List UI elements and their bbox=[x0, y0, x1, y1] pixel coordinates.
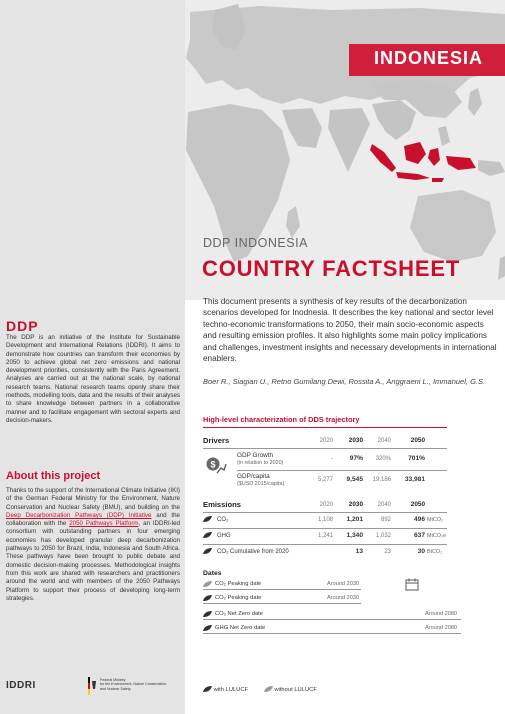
value-2020: 5,277 bbox=[317, 477, 333, 483]
year-2050: 2050 bbox=[410, 501, 425, 508]
bmu-logo bbox=[88, 676, 182, 698]
value-2050: 496 bbox=[413, 516, 425, 523]
emission-label: GHG bbox=[217, 533, 231, 539]
dds-section-title: High-level characterization of DDS trajectory bbox=[203, 415, 360, 424]
table-rule bbox=[203, 528, 447, 529]
table-row bbox=[203, 548, 447, 560]
about-ddp-text: The DDP is an initiative of the Institute for Sustainable Development and International Relations (IDDRI). It aims to demonstrate how countries can transform their economies by 2050 to achieve global net zero emissions and national development priorities, consistently with the Paris Agreement. Analyses are carried out at the national scale, by national research teams. National research teams openly share their methods, modelling tools, data and the results of their analyses to share knowledge between partners in a collaborative manner and to facilitate engagement with sectoral experts and decision-makers. bbox=[6, 334, 180, 424]
value-2020: - bbox=[331, 456, 333, 462]
table-rule bbox=[237, 470, 447, 471]
table-rule bbox=[203, 512, 447, 513]
german-flag-icon bbox=[88, 677, 97, 695]
date-label: CO₂ Net Zero date bbox=[215, 611, 263, 617]
iddri-logo: IDDRI bbox=[6, 680, 36, 691]
value-2030: 97% bbox=[349, 455, 363, 462]
table-row bbox=[203, 473, 447, 491]
about-project-title: About this project bbox=[6, 470, 101, 482]
emission-label: CO₂ bbox=[217, 517, 229, 523]
leaf-without-icon bbox=[264, 686, 273, 692]
value-2030: 9,545 bbox=[346, 476, 363, 483]
bmu-line: and Nuclear Safety bbox=[100, 686, 131, 691]
legend-with: with LULUCF bbox=[213, 686, 249, 693]
driver-sub: (in relation to 2020) bbox=[237, 460, 284, 466]
table-row bbox=[203, 532, 447, 544]
value-2050: 701% bbox=[408, 455, 425, 462]
pathways-platform-link[interactable]: 2050 Pathways Platform bbox=[69, 520, 139, 528]
table-rule bbox=[203, 448, 447, 449]
section-rule bbox=[203, 427, 447, 428]
ddp-initiative-link[interactable]: Deep Decarbonization Pathways (DDP) Initiative bbox=[6, 511, 152, 519]
date-bar bbox=[203, 619, 461, 620]
emission-label: CO₂ Cumulative from 2020 bbox=[217, 549, 289, 555]
year-2040: 2040 bbox=[377, 502, 391, 508]
year-2030: 2030 bbox=[348, 501, 363, 508]
bmu-text bbox=[100, 678, 166, 691]
lulucf-legend bbox=[203, 686, 331, 693]
table-row bbox=[203, 452, 447, 470]
leaf-lulucf-icon bbox=[203, 516, 212, 523]
year-2050: 2050 bbox=[410, 437, 425, 444]
date-value: Around 2080 bbox=[425, 625, 458, 631]
driver-sub: ($USD 2015/capita) bbox=[237, 481, 285, 487]
emissions-header-row bbox=[203, 500, 447, 512]
date-row bbox=[203, 624, 461, 636]
date-bar bbox=[203, 589, 361, 590]
about-project-text bbox=[6, 487, 180, 603]
year-2040: 2040 bbox=[377, 438, 391, 444]
drivers-header-row bbox=[203, 436, 447, 448]
date-row bbox=[203, 594, 461, 606]
year-2020: 2020 bbox=[319, 438, 333, 444]
date-label: CO₂ Peaking date bbox=[215, 595, 262, 601]
date-value: Around 2030 bbox=[327, 595, 360, 601]
leaf-lulucf-icon bbox=[203, 581, 212, 588]
unit: BtCO₂ bbox=[427, 549, 443, 555]
value-2020: 1,241 bbox=[317, 533, 333, 539]
year-2030: 2030 bbox=[348, 437, 363, 444]
value-2050: 637 bbox=[413, 532, 425, 539]
emissions-title: Emissions bbox=[203, 500, 241, 509]
legend-without: without LULUCF bbox=[274, 686, 317, 693]
project-text-part: , an IDDRI-led consortium with outstanding partners in four emerging economies has developed granular deep decarbonization pathways to 2050 for Brazil, India, Indonesia and South Africa. These pathways have been brought to public debate and domestic decision-making processes. Methodological insights from this work are shared with researchers and practitioners around the world and with members of the 2050 Pathways Platform to support their process of developing long-term strategies. bbox=[6, 520, 180, 602]
date-label: GHG Net Zero date bbox=[215, 625, 266, 631]
value-2020: 1,108 bbox=[317, 517, 333, 523]
bmu-line: Federal Ministry bbox=[100, 678, 126, 682]
table-row bbox=[203, 516, 447, 528]
date-label: CO₂ Peaking date bbox=[215, 581, 262, 587]
date-bar bbox=[203, 603, 361, 604]
value-2030: 1,340 bbox=[346, 532, 363, 539]
leaf-with-icon bbox=[203, 686, 212, 692]
svg-text:$: $ bbox=[210, 459, 216, 470]
value-2040: 892 bbox=[380, 517, 391, 523]
intro-paragraph: This document presents a synthesis of key results of the decarbonization scenarios developed for Inodnesia. It describes the key national and sector level techno-economic transformations to 2050, their main socio-economic aspects and resulting emission profiles. It also highlights some main policy implications and challenges, investment insights and necessary developments in international enablers. bbox=[203, 297, 497, 364]
date-bar bbox=[203, 633, 461, 634]
year-2020: 2020 bbox=[319, 502, 333, 508]
leaf-lulucf-icon bbox=[203, 532, 212, 539]
country-name: INDONESIA bbox=[374, 48, 484, 68]
driver-label: GDP Growth bbox=[237, 452, 274, 459]
value-2040: 320% bbox=[375, 456, 391, 462]
leaf-lulucf-icon bbox=[203, 611, 212, 618]
project-text-part: Thanks to the support of the International Climate Initiative (IKI) of the German Federal Ministry for the Environment, Nature Conservation and Nuclear Safety (BMU), and building on the bbox=[6, 487, 180, 511]
date-row bbox=[203, 610, 461, 622]
table-rule bbox=[203, 544, 447, 545]
leaf-lulucf-icon bbox=[203, 625, 212, 632]
footer-logos bbox=[6, 676, 184, 700]
leaf-lulucf-icon bbox=[203, 548, 212, 555]
unit: MtCO₂ bbox=[427, 517, 444, 523]
value-2040: 1,032 bbox=[375, 533, 391, 539]
date-value: Around 2030 bbox=[327, 581, 360, 587]
value-2050: 30 bbox=[417, 548, 425, 555]
project-text-part: and the collaboration with the bbox=[6, 511, 180, 528]
ddp-subtitle: DDP INDONESIA bbox=[203, 236, 308, 250]
bmu-line: for the Environment, Nature Conservation bbox=[100, 682, 167, 687]
ddp-logo: DDP bbox=[6, 318, 39, 334]
dates-title: Dates bbox=[203, 570, 222, 577]
date-value: Around 2080 bbox=[425, 611, 458, 617]
value-2030: 1,201 bbox=[346, 516, 363, 523]
page-title: COUNTRY FACTSHEET bbox=[202, 256, 461, 281]
unit: MtCO₂e bbox=[427, 533, 447, 539]
driver-label: GDP/capita bbox=[237, 473, 270, 480]
leaf-lulucf-icon bbox=[203, 595, 212, 602]
authors: Boer R., Siagian U., Retno Gumilang Dewi, Rossita A., Anggraeni L., Immanuel, G.S. bbox=[203, 377, 486, 386]
date-row bbox=[203, 580, 461, 592]
value-2050: 33,981 bbox=[404, 476, 425, 483]
value-2040: 23 bbox=[384, 549, 391, 555]
value-2030: 13 bbox=[355, 548, 363, 555]
drivers-title: Drivers bbox=[203, 436, 230, 445]
value-2040: 19,186 bbox=[372, 477, 391, 483]
